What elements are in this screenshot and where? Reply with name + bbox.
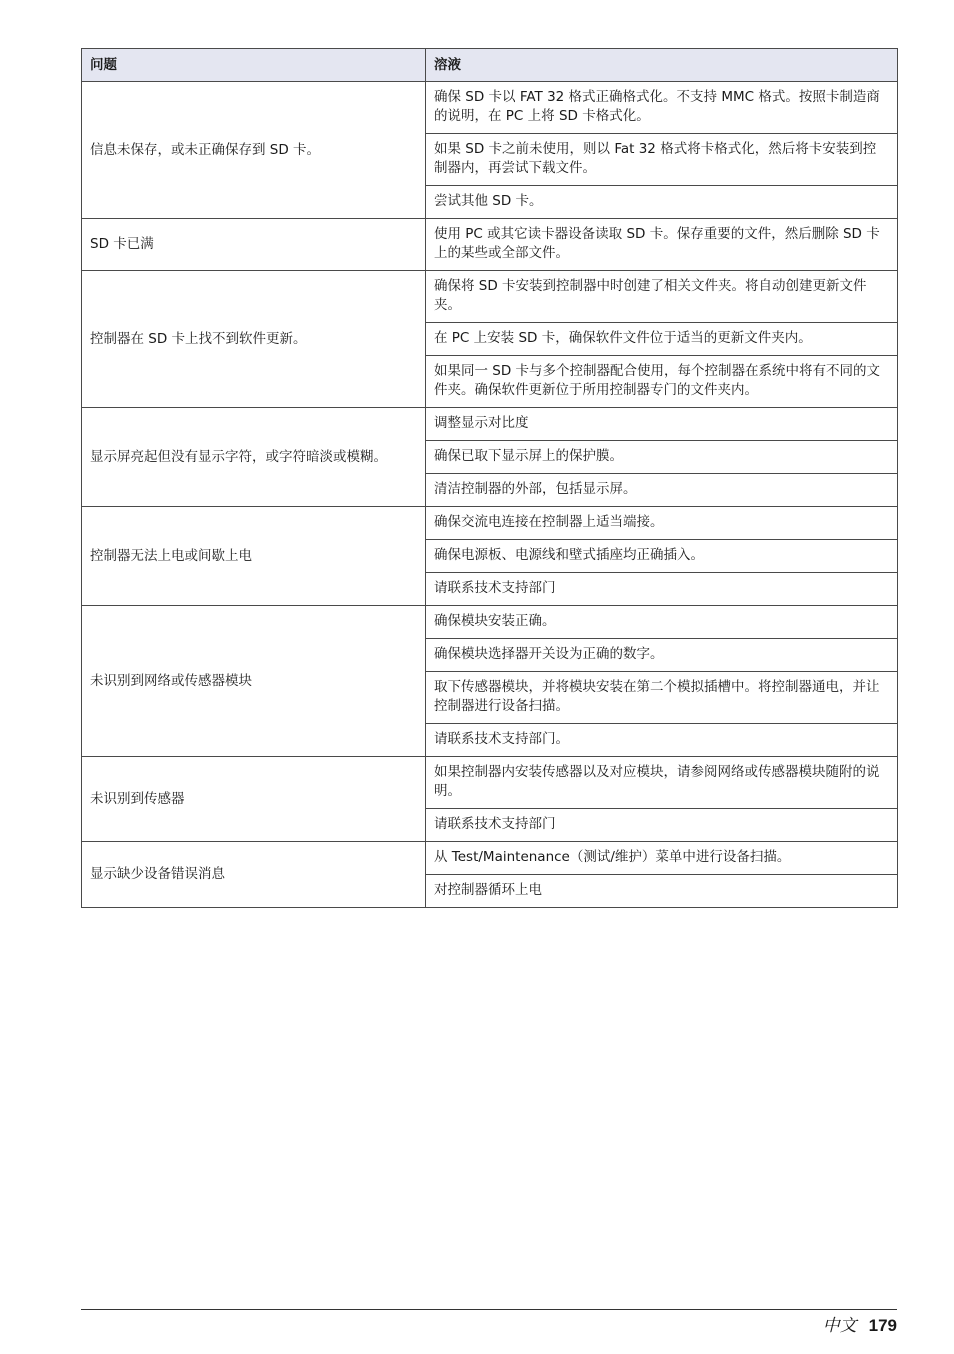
problem-cell: 显示缺少设备错误消息 bbox=[82, 842, 426, 908]
solution-cell: 如果控制器内安装传感器以及对应模块，请参阅网络或传感器模块随附的说明。 bbox=[426, 757, 898, 809]
solution-cell: 请联系技术支持部门 bbox=[426, 809, 898, 842]
solution-cell: 从 Test/Maintenance（测试/维护）菜单中进行设备扫描。 bbox=[426, 842, 898, 875]
table-row bbox=[82, 408, 898, 441]
solution-cell: 确保模块选择器开关设为正确的数字。 bbox=[426, 639, 898, 672]
footer-language: 中文 bbox=[822, 1316, 857, 1336]
troubleshooting-table bbox=[81, 48, 898, 908]
problem-cell: 控制器无法上电或间歇上电 bbox=[82, 507, 426, 606]
solution-cell: 对控制器循环上电 bbox=[426, 875, 898, 908]
problem-cell: 控制器在 SD 卡上找不到软件更新。 bbox=[82, 271, 426, 408]
solution-cell: 使用 PC 或其它读卡器设备读取 SD 卡。保存重要的文件，然后删除 SD 卡上的某些或全部文件。 bbox=[426, 219, 898, 271]
problem-cell: 未识别到传感器 bbox=[82, 757, 426, 842]
solution-cell: 确保将 SD 卡安装到控制器中时创建了相关文件夹。将自动创建更新文件夹。 bbox=[426, 271, 898, 323]
solution-cell: 确保电源板、电源线和壁式插座均正确插入。 bbox=[426, 540, 898, 573]
table-row bbox=[82, 219, 898, 271]
problem-column-header: 问题 bbox=[82, 49, 426, 82]
solution-cell: 确保 SD 卡以 FAT 32 格式正确格式化。不支持 MMC 格式。按照卡制造商的说明，在 PC 上将 SD 卡格式化。 bbox=[426, 82, 898, 134]
problem-cell: 未识别到网络或传感器模块 bbox=[82, 606, 426, 757]
solution-cell: 请联系技术支持部门。 bbox=[426, 724, 898, 757]
solution-cell: 在 PC 上安装 SD 卡，确保软件文件位于适当的更新文件夹内。 bbox=[426, 323, 898, 356]
problem-cell: 显示屏亮起但没有显示字符，或字符暗淡或模糊。 bbox=[82, 408, 426, 507]
page-number: 179 bbox=[868, 1316, 897, 1335]
table-row bbox=[82, 507, 898, 540]
solution-column-header: 溶液 bbox=[426, 49, 898, 82]
solution-cell: 确保交流电连接在控制器上适当端接。 bbox=[426, 507, 898, 540]
solution-cell: 如果同一 SD 卡与多个控制器配合使用，每个控制器在系统中将有不同的文件夹。确保软件更新位于所用控制器专门的文件夹内。 bbox=[426, 356, 898, 408]
problem-cell: 信息未保存，或未正确保存到 SD 卡。 bbox=[82, 82, 426, 219]
solution-cell: 请联系技术支持部门 bbox=[426, 573, 898, 606]
solution-cell: 尝试其他 SD 卡。 bbox=[426, 186, 898, 219]
table-row bbox=[82, 82, 898, 134]
solution-cell: 确保已取下显示屏上的保护膜。 bbox=[426, 441, 898, 474]
table-row bbox=[82, 271, 898, 323]
solution-cell: 调整显示对比度 bbox=[426, 408, 898, 441]
table-row bbox=[82, 757, 898, 809]
solution-cell: 如果 SD 卡之前未使用，则以 Fat 32 格式将卡格式化，然后将卡安装到控制器内，再尝试下载文件。 bbox=[426, 134, 898, 186]
table-row bbox=[82, 606, 898, 639]
table-header-row bbox=[82, 49, 898, 82]
page-footer bbox=[823, 1311, 897, 1336]
footer-divider bbox=[81, 1309, 897, 1310]
problem-cell: SD 卡已满 bbox=[82, 219, 426, 271]
solution-cell: 确保模块安装正确。 bbox=[426, 606, 898, 639]
table-row bbox=[82, 842, 898, 875]
solution-cell: 取下传感器模块，并将模块安装在第二个模拟插槽中。将控制器通电，并让控制器进行设备扫描。 bbox=[426, 672, 898, 724]
solution-cell: 清洁控制器的外部，包括显示屏。 bbox=[426, 474, 898, 507]
